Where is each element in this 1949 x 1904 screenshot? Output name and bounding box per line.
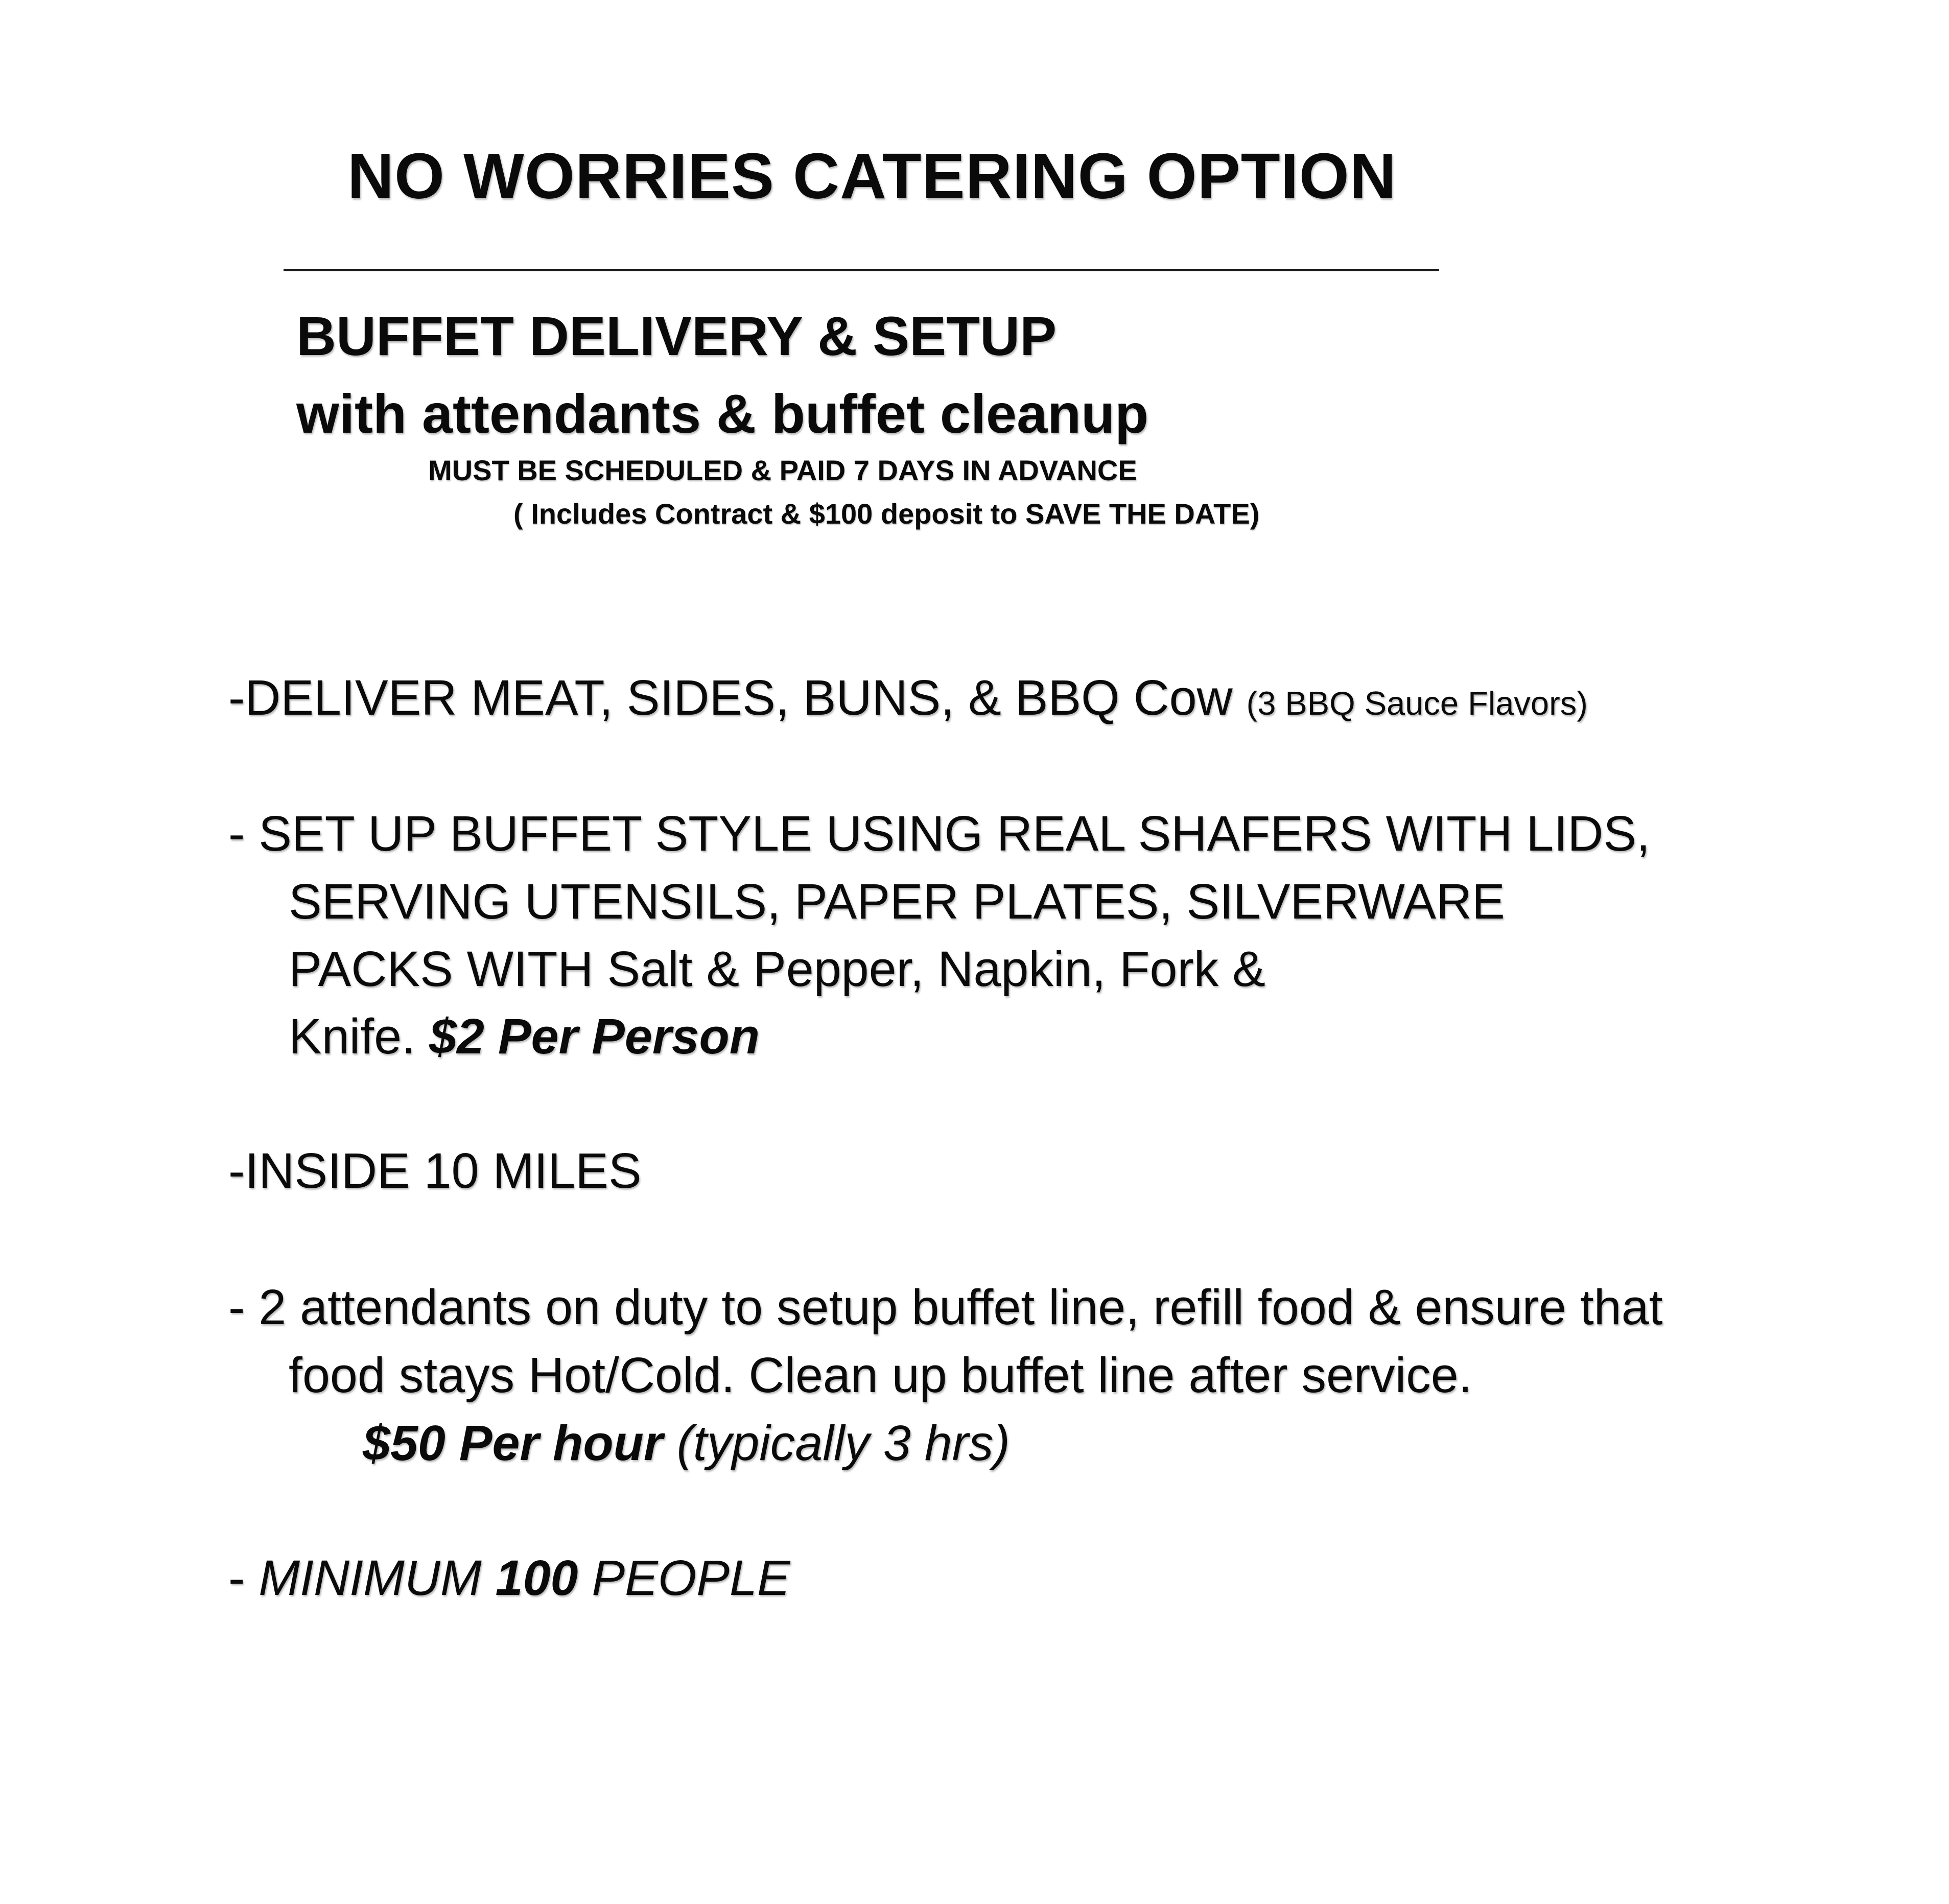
document-title: NO WORRIES CATERING OPTION <box>347 140 1397 212</box>
setup-price: $2 Per Person <box>429 1008 760 1064</box>
attendants-price-note: (typically 3 hrs) <box>676 1415 1010 1471</box>
section-subheading: with attendants & buffet cleanup <box>296 383 1149 444</box>
attendants-price: $50 Per hour <box>363 1415 663 1471</box>
attendants-item-line-1: - 2 attendants on duty to setup buffet line, refill food & ensure that <box>228 1279 1663 1335</box>
minimum-number: 100 <box>495 1550 578 1606</box>
minimum-item <box>228 1550 790 1606</box>
setup-item-line-1: - SET UP BUFFET STYLE USING REAL SHAFERS WITH LIDS, <box>228 806 1651 861</box>
title-divider <box>284 269 1439 271</box>
minimum-people: PEOPLE <box>592 1550 790 1606</box>
setup-item-line-4 <box>289 1008 760 1064</box>
minimum-word: MINIMUM <box>259 1550 482 1606</box>
minimum-prefix: - <box>228 1550 259 1606</box>
sauce-flavors-note: (3 BBQ Sauce Flavors) <box>1246 685 1588 722</box>
delivery-item <box>228 670 1588 725</box>
attendants-item-line-2: food stays Hot/Cold. Clean up buffet line after service. <box>289 1347 1472 1403</box>
distance-item: -INSIDE 10 MILES <box>228 1143 642 1198</box>
section-heading: BUFFET DELIVERY & SETUP <box>296 305 1057 367</box>
setup-item-line-2: SERVING UTENSILS, PAPER PLATES, SILVERWARE <box>289 874 1505 929</box>
attendants-price-line <box>363 1415 1010 1471</box>
delivery-item-text: -DELIVER MEAT, SIDES, BUNS, & BBQ Cow <box>228 670 1233 725</box>
scheduling-notice: MUST BE SCHEDULED & PAID 7 DAYS IN ADVANCE <box>428 454 1137 486</box>
deposit-notice: ( Includes Contract & $100 deposit to SAVE THE DATE) <box>513 498 1260 530</box>
setup-item-line-3: PACKS WITH Salt & Pepper, Napkin, Fork & <box>289 941 1265 997</box>
setup-item-line-4-text: Knife. <box>289 1008 416 1064</box>
